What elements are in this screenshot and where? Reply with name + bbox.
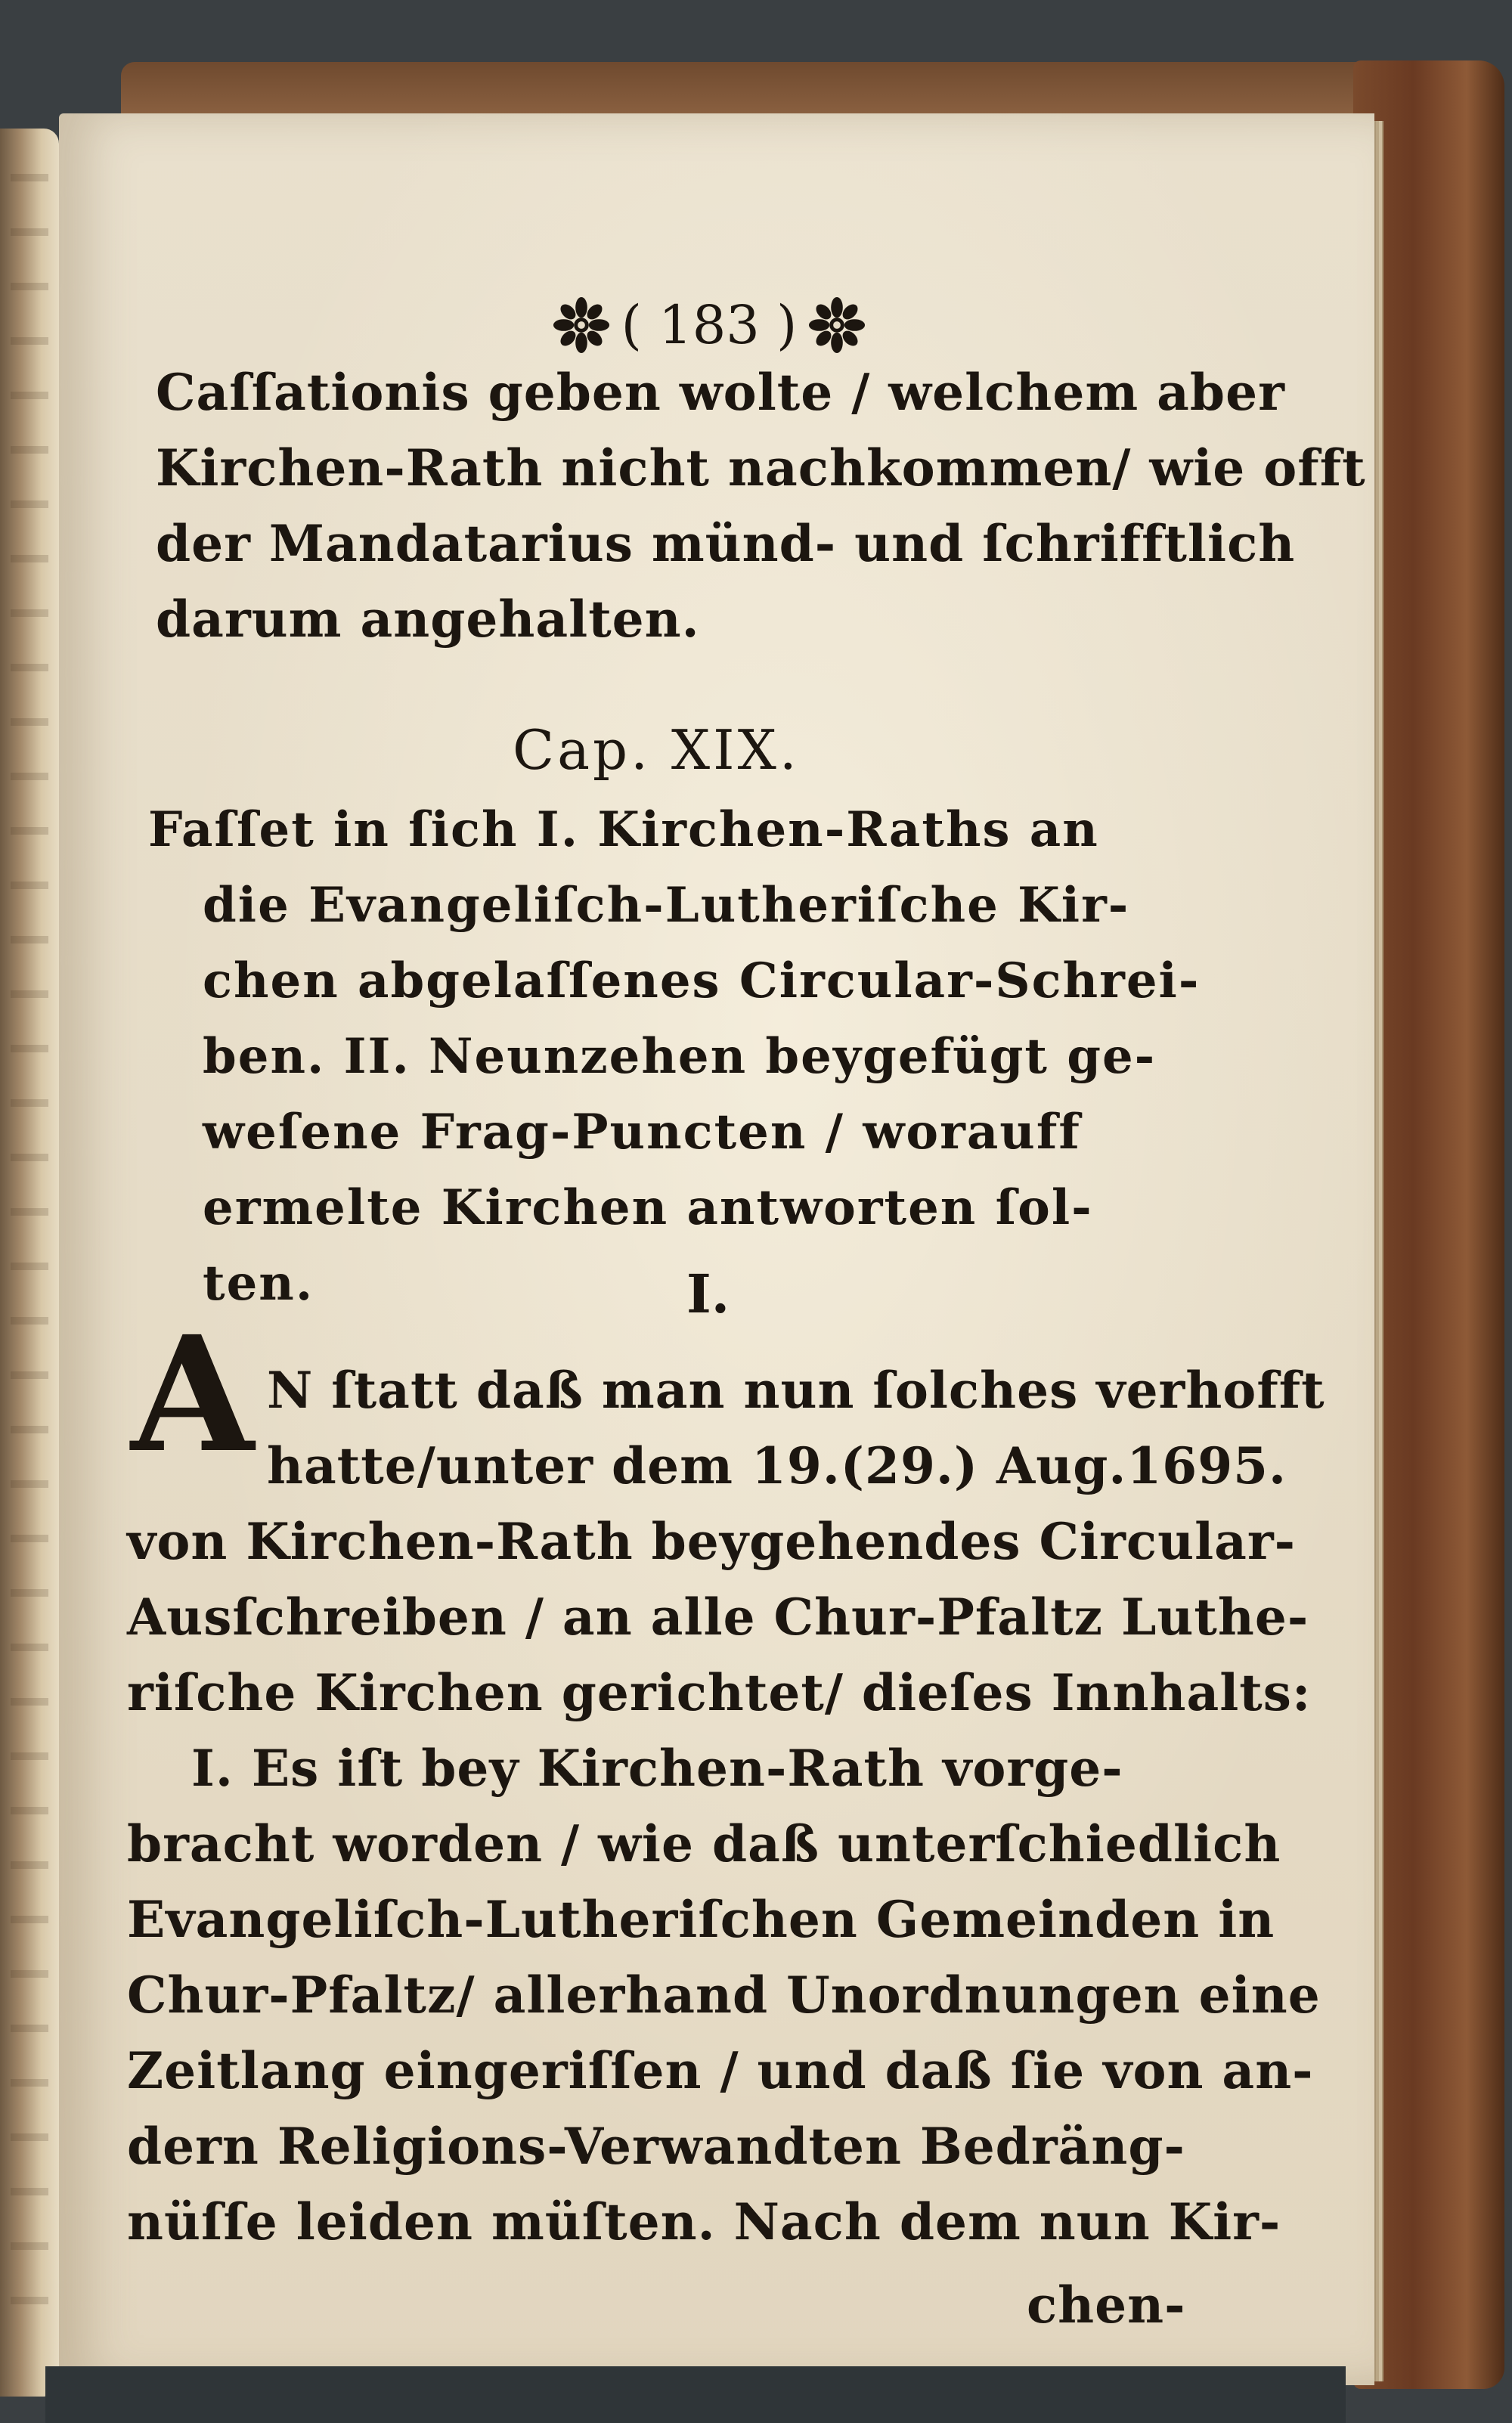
page-header (467, 284, 951, 367)
flower-ornament-icon (807, 296, 866, 355)
text-line: von Kirchen-Rath beygehendes Circular- (127, 1512, 1297, 1571)
text-line: hatte/unter dem 19.(29.) Aug.1695. (267, 1436, 1287, 1495)
text-line: Chur-Pfaltz/ allerhand Unordnungen eine (127, 1966, 1321, 2025)
catchword: chen- (1027, 2276, 1186, 2335)
text-line: I. Es iſt bey Kirchen-Rath vorge- (191, 1739, 1123, 1798)
text-line: dern Religions-Verwandten Bedräng- (127, 2117, 1185, 2176)
book-page (59, 113, 1374, 2385)
chapter-heading: Cap. XIX. (513, 718, 800, 782)
text-line: bracht worden / wie daß unterſchiedlich (127, 1814, 1281, 1873)
book-cover-top (121, 62, 1406, 115)
summary-line: ermelte Kirchen antworten ſol- (203, 1179, 1093, 1236)
page-text (59, 113, 1374, 2385)
text-line: Caſſationis geben wolte / welchem aber (156, 363, 1285, 422)
summary-line: chen abgelaſſenes Circular-Schrei- (203, 953, 1201, 1009)
summary-line: ten. (203, 1255, 314, 1312)
text-line: riſche Kirchen gerichtet/ dieſes Innhalts: (127, 1663, 1312, 1722)
drop-cap: A (131, 1301, 254, 1488)
text-line: darum angehalten. (156, 590, 700, 649)
text-line: Ausſchreiben / an alle Chur-Pfaltz Luthe- (127, 1588, 1309, 1647)
page-number: ( 183 ) (621, 294, 798, 356)
summary-line: Faſſet in ſich I. Kirchen-Raths an (148, 801, 1099, 858)
summary-line: weſene Frag-Puncten / worauff (203, 1104, 1081, 1160)
text-line: Zeitlang eingeriſſen / und daß ſie von an- (127, 2041, 1314, 2100)
summary-line: ben. II. Neunzehen beygefügt ge- (203, 1028, 1157, 1085)
text-line: der Mandatarius münd- und ſchrifftlich (156, 514, 1296, 573)
text-line: N ſtatt daß man nun ſolches verhofft (267, 1361, 1325, 1420)
text-line: Kirchen-Rath nicht nachkommen/ wie offt (156, 438, 1366, 497)
summary-line: die Evangeliſch-Lutheriſche Kir- (203, 877, 1130, 934)
section-numeral: I. (686, 1263, 730, 1325)
left-page-edge (0, 129, 59, 2397)
page-bottom-shadow (45, 2366, 1346, 2423)
flower-ornament-icon (552, 296, 611, 355)
text-line: nüſſe leiden müſten. Nach dem nun Kir- (127, 2192, 1281, 2251)
text-line: Evangeliſch-Lutheriſchen Gemeinden in (127, 1890, 1275, 1949)
